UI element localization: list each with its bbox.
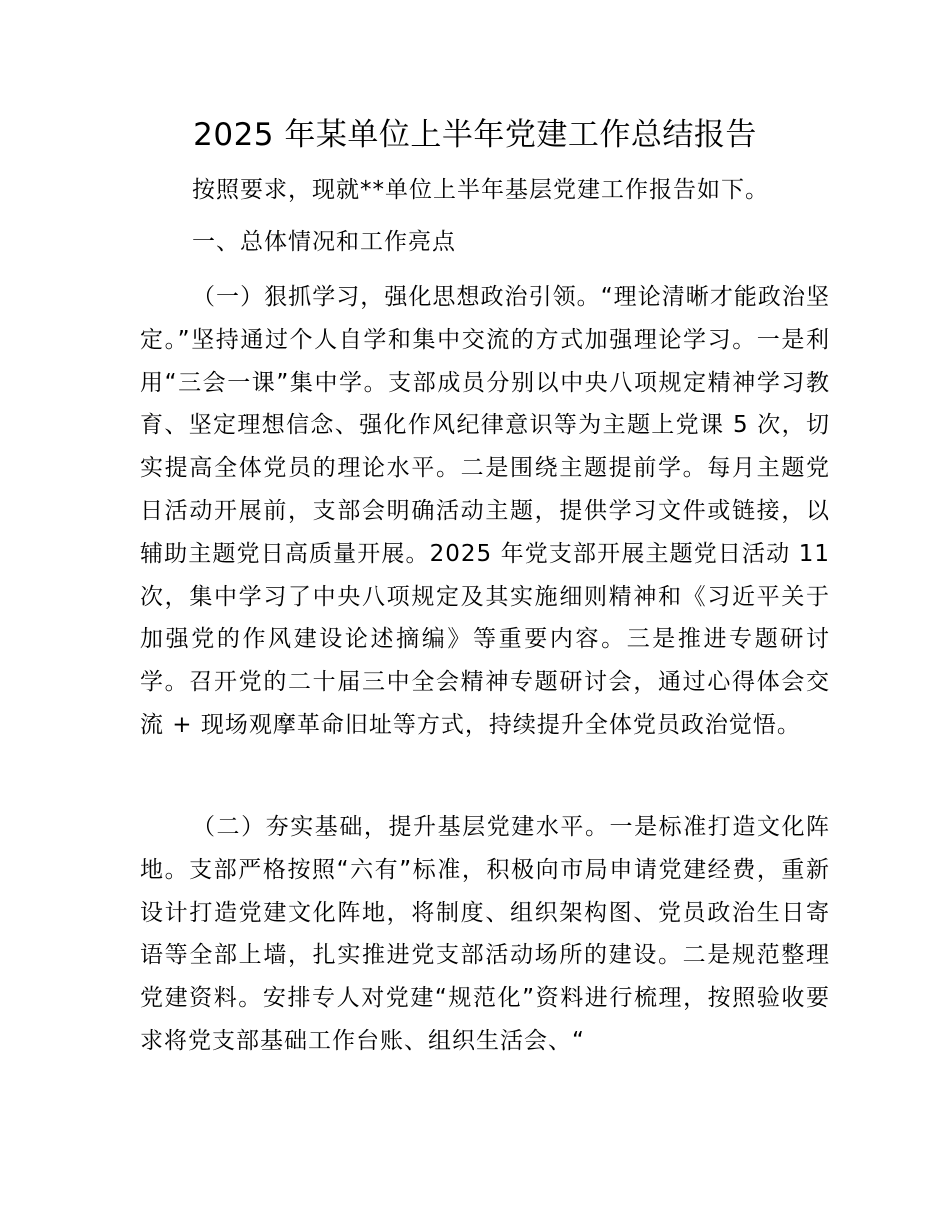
- document-title: 2025 年某单位上半年党建工作总结报告: [193, 117, 757, 153]
- body-paragraph-2: （二）夯实基础，提升基层党建水平。一是标准打造文化阵地。支部严格按照“六有”标准，积极向市局申请党建经费，重新设计打造党建文化阵地，将制度、组织架构图、党员政治生日寄语等全部上墙，扎实推进党支部活动场所的建设。二是规范整理党建资料。安排专人对党建“规范化”资料进行梳理，按照验收要求将党支部基础工作台账、组织生活会、“: [140, 814, 830, 1054]
- body-paragraph-1: （一）狠抓学习，强化思想政治引领。“理论清晰才能政治坚定。”坚持通过个人自学和集中交流的方式加强理论学习。一是利用“三会一课”集中学。支部成员分别以中央八项规定精神学习教育、坚定理想信念、强化作风纪律意识等为主题上党课 5 次，切实提高全体党员的理论水平。二是围绕主题提前学。每月主题党日活动开展前，支部会明确活动主题，提供学习文件或链接，以辅助主题党日高质量开展。2025 年党支部开展主题党日活动 11 次，集中学习了中央八项规定及其实施细则精神和《习近平关于加强党的作风建设论述摘编》等重要内容。三是推进专题研讨学。召开党的二十届三中全会精神专题研讨会，通过心得体会交流 + 现场观摩革命旧址等方式，持续提升全体党员政治觉悟。: [140, 284, 830, 738]
- section-heading: 一、总体情况和工作亮点: [192, 229, 456, 255]
- intro-paragraph: 按照要求，现就**单位上半年基层党建工作报告如下。: [192, 177, 769, 203]
